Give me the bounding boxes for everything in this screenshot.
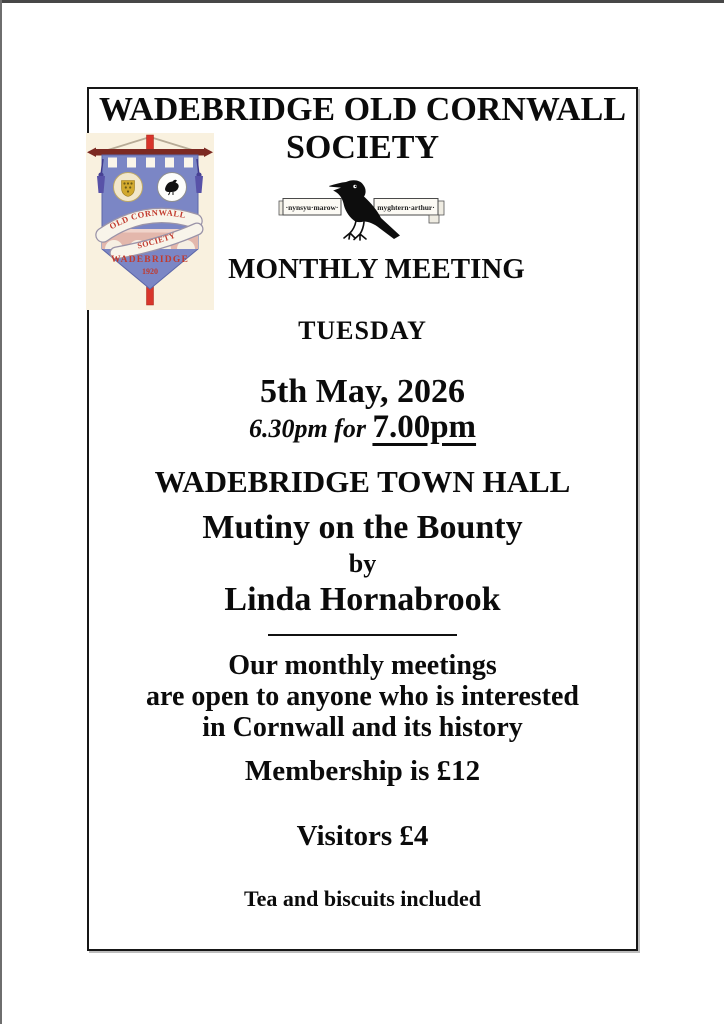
refreshments-line: Tea and biscuits included xyxy=(244,886,481,911)
chough-medallion xyxy=(158,173,187,202)
motto-scroll-right xyxy=(374,199,444,224)
meeting-date: 5th May, 2026 xyxy=(260,373,465,410)
cornwall-arms-medallion xyxy=(114,173,143,202)
banner-town-label: WADEBRIDGE xyxy=(111,255,189,265)
meeting-time-prefix: 6.30pm for xyxy=(248,414,373,443)
poster-title-line1: WADEBRIDGE OLD CORNWALL xyxy=(98,91,627,128)
motto-scroll-right-text: myghtern·arthur· xyxy=(377,203,435,212)
motto-scroll-left xyxy=(279,199,341,216)
about-line-3: in Cornwall and its history xyxy=(202,712,523,743)
about-line-2: are open to anyone who is interested xyxy=(146,681,579,712)
banner-year-label: 1920 xyxy=(142,267,158,276)
meeting-time-main: 7.00pm xyxy=(372,409,477,445)
about-line-1: Our monthly meetings xyxy=(228,650,497,681)
divider-rule xyxy=(268,634,457,636)
venue-name: WADEBRIDGE TOWN HALL xyxy=(154,464,571,499)
visitors-line: Visitors £4 xyxy=(296,820,429,852)
banner-ribbon-text-bottom: SOCIETY xyxy=(136,230,177,251)
meeting-heading: MONTHLY MEETING xyxy=(228,253,525,285)
meeting-day: TUESDAY xyxy=(298,316,427,345)
by-label: by xyxy=(348,549,377,578)
talk-title: Mutiny on the Bounty xyxy=(202,509,523,546)
chough-illustration xyxy=(278,178,450,246)
meeting-time xyxy=(87,409,638,447)
banner-ribbon-text-top: OLD CORNWALL xyxy=(107,207,187,232)
poster-title-line2: SOCIETY xyxy=(285,129,440,166)
about-text xyxy=(87,650,638,743)
speaker-name: Linda Hornabrook xyxy=(224,581,501,618)
scan-edge-top xyxy=(0,0,724,3)
motto-scroll-left-text: ·nynsyu·marow· xyxy=(285,203,339,212)
membership-line: Membership is £12 xyxy=(244,755,481,787)
scan-edge-left xyxy=(0,0,2,1024)
